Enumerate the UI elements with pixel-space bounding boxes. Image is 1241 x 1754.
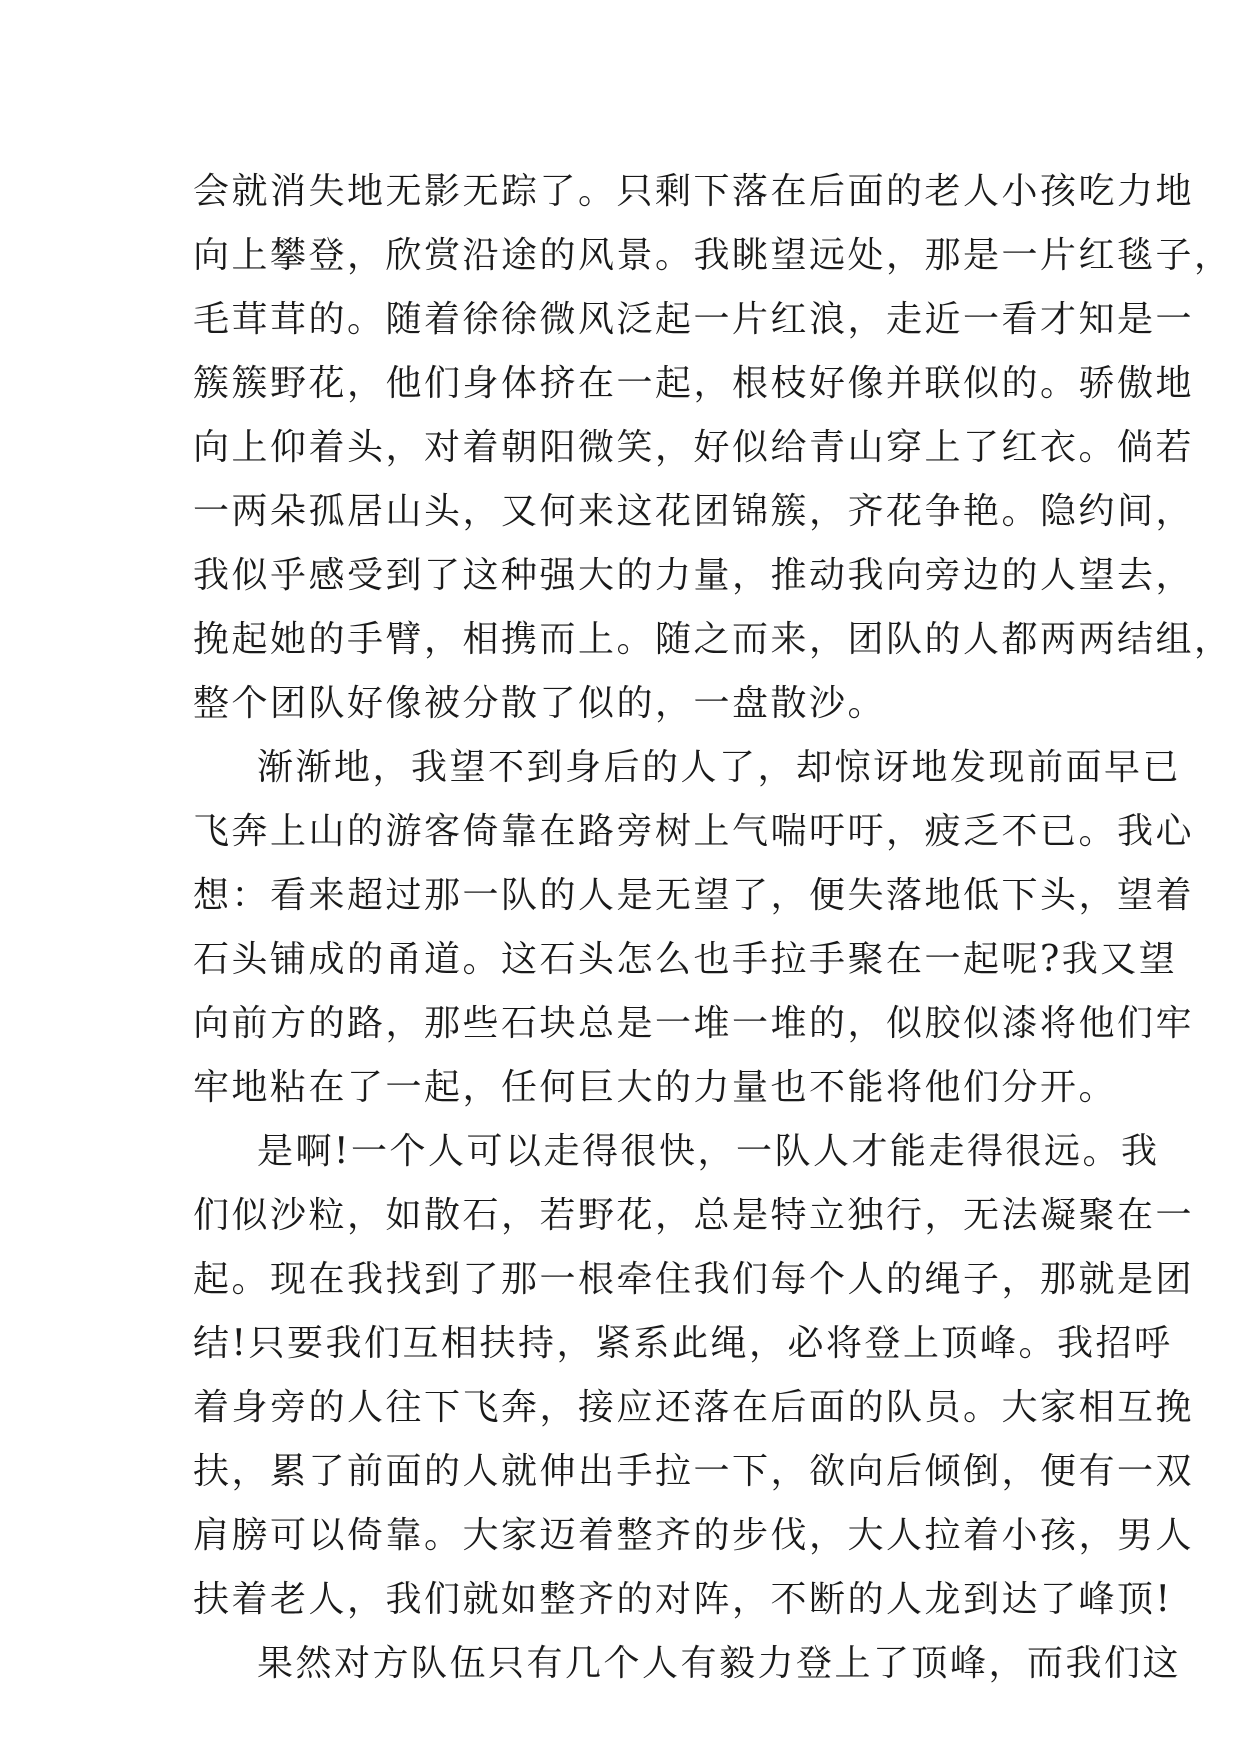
text-line: 结!只要我们互相扶持，紧系此绳，必将登上顶峰。我招呼 (193, 1323, 1173, 1364)
essay-body (193, 160, 1233, 1696)
text-line: 们似沙粒，如散石，若野花，总是特立独行，无法凝聚在一 (193, 1195, 1195, 1236)
text-line: 是啊!一个人可以走得很快，一队人才能走得很远。我 (257, 1131, 1160, 1172)
text-line: 向前方的路，那些石块总是一堆一堆的，似胶似漆将他们牢 (193, 1003, 1195, 1044)
text-line: 果然对方队伍只有几个人有毅力登上了顶峰，而我们这 (257, 1643, 1182, 1684)
text-line: 整个团队好像被分散了似的，一盘散沙。 (193, 683, 887, 724)
text-line: 渐渐地，我望不到身后的人了，却惊讶地发现前面早已 (257, 747, 1182, 788)
paragraph-3 (193, 1120, 1195, 1632)
text-line: 牢地粘在了一起，任何巨大的力量也不能将他们分开。 (193, 1067, 1118, 1108)
text-line: 一两朵孤居山头，又何来这花团锦簇，齐花争艳。隐约间， (193, 491, 1195, 532)
text-line: 毛茸茸的。随着徐徐微风泛起一片红浪，走近一看才知是一 (193, 299, 1195, 340)
text-line: 向上仰着头，对着朝阳微笑，好似给青山穿上了红衣。倘若 (193, 427, 1195, 468)
text-line: 石头铺成的甬道。这石头怎么也手拉手聚在一起呢?我又望 (193, 939, 1178, 980)
text-line: 会就消失地无影无踪了。只剩下落在后面的老人小孩吃力地 (193, 171, 1195, 212)
paragraph-2 (193, 736, 1195, 1120)
text-line: 着身旁的人往下飞奔，接应还落在后面的队员。大家相互挽 (193, 1387, 1195, 1428)
text-line: 起。现在我找到了那一根牵住我们每个人的绳子，那就是团 (193, 1259, 1195, 1300)
text-line: 向上攀登，欣赏沿途的风景。我眺望远处，那是一片红毯子， (193, 235, 1233, 276)
text-line: 飞奔上山的游客倚靠在路旁树上气喘吁吁，疲乏不已。我心 (193, 811, 1195, 852)
text-line: 扶，累了前面的人就伸出手拉一下，欲向后倾倒，便有一双 (193, 1451, 1195, 1492)
text-line: 簇簇野花，他们身体挤在一起，根枝好像并联似的。骄傲地 (193, 363, 1195, 404)
text-line: 我似乎感受到了这种强大的力量，推动我向旁边的人望去， (193, 555, 1195, 596)
paragraph-4 (193, 1632, 1182, 1696)
text-line: 挽起她的手臂，相携而上。随之而来，团队的人都两两结组， (193, 619, 1233, 660)
text-line: 想：看来超过那一队的人是无望了，便失落地低下头，望着 (193, 875, 1195, 916)
paragraph-1 (193, 160, 1233, 736)
text-line: 扶着老人，我们就如整齐的对阵，不断的人龙到达了峰顶! (193, 1579, 1173, 1620)
text-line: 肩膀可以倚靠。大家迈着整齐的步伐，大人拉着小孩，男人 (193, 1515, 1195, 1556)
